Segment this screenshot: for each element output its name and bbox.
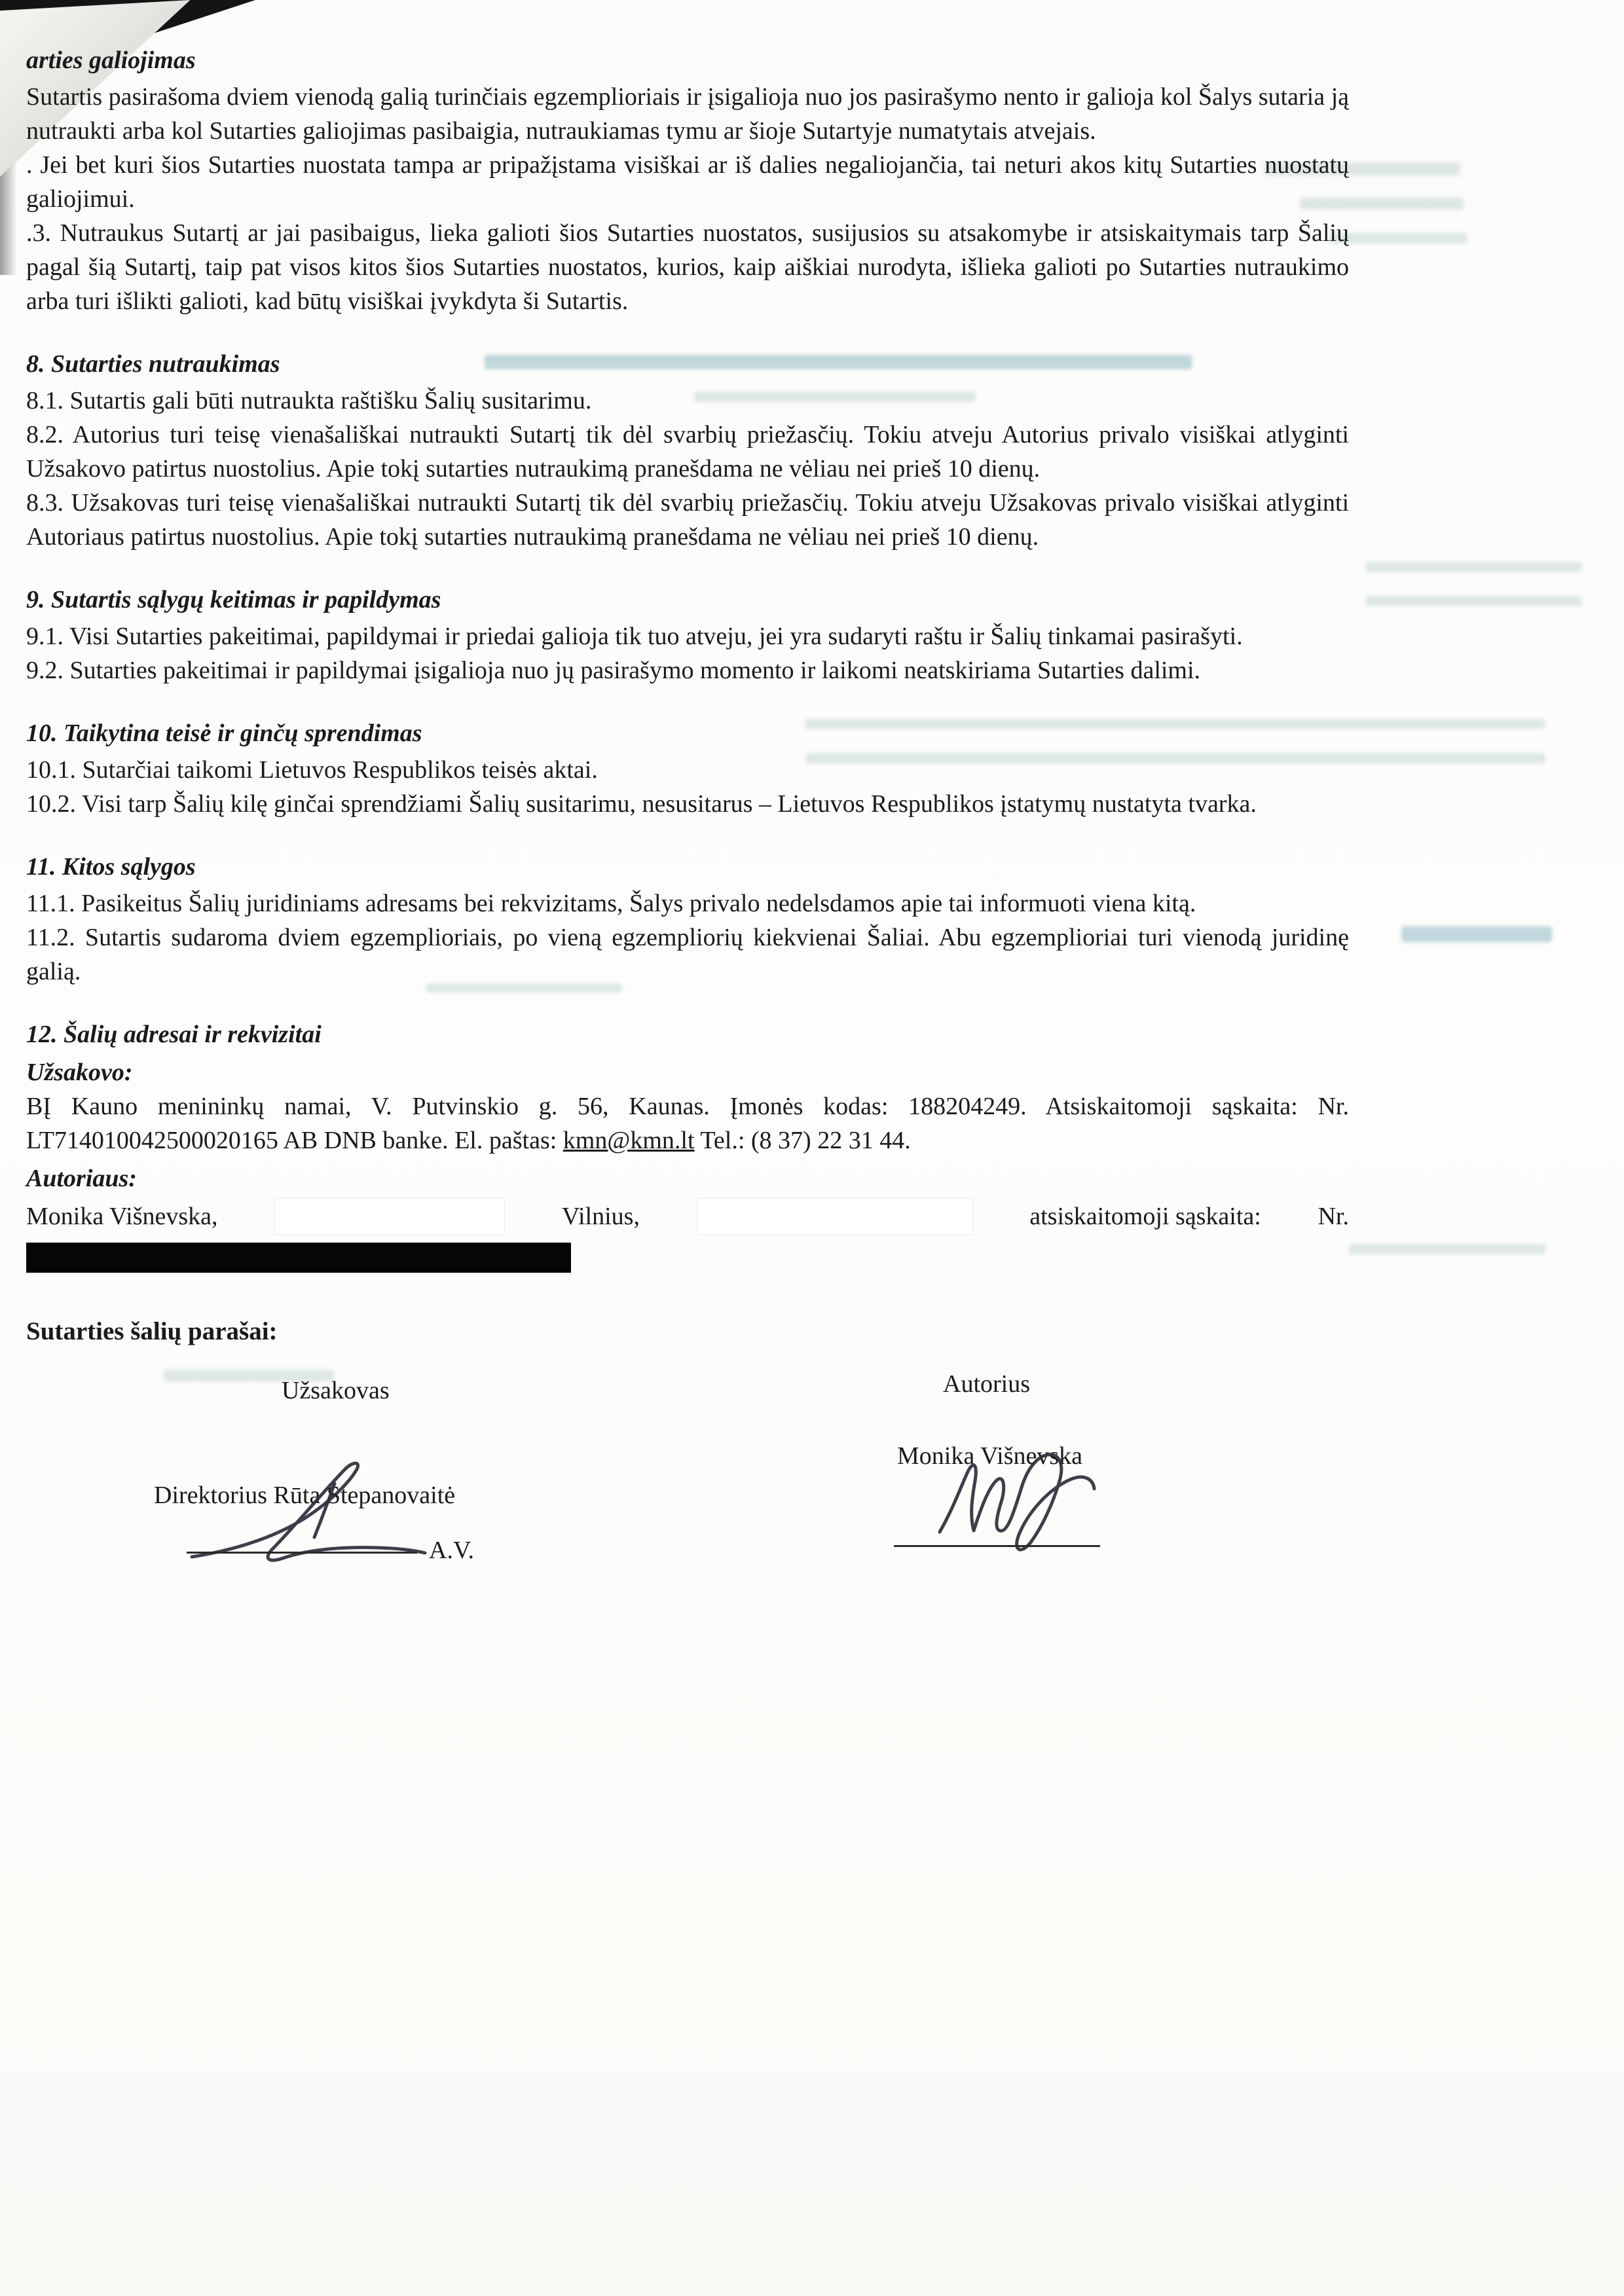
clause-paragraph: 9.1. Visi Sutarties pakeitimai, papildymai ir priedai galioja tik tuo atveju, jei yra sudaryti raštu ir Šalių tinkamai pasirašyti.: [26, 623, 1243, 650]
right-role-label: Autorius: [943, 1370, 1030, 1398]
contract-section: [26, 716, 1349, 821]
author-city-text: Vilnius,: [561, 1203, 640, 1230]
contract-section: [26, 347, 1349, 554]
contract-section: [26, 850, 1349, 989]
signatures-heading: Sutarties šalių parašai:: [26, 1317, 278, 1345]
author-name-text: Monika Višnevska,: [26, 1203, 218, 1230]
clause-paragraph: 11.2. Sutartis sudaroma dviem egzemplioriais, po vieną egzempliorių kiekvienai Šaliai. Abu egzemplioriai turi vienodą juridinę galią.: [26, 924, 1349, 985]
uzsakovo-requisites-text: BĮ Kauno menininkų namai, V. Putvinskio g. 56, Kaunas. Įmonės kodas: 188204249. Atsiskaitomoji sąskaita: Nr. LT714010042500020165 AB DNB banke. El. paštas:: [26, 1093, 1349, 1154]
contract-section: [26, 583, 1349, 687]
section-heading: 12. Šalių adresai ir rekvizitai: [26, 1021, 322, 1048]
section-heading: 9. Sutartis sąlygų keitimas ir papildymas: [26, 586, 441, 613]
left-role-label: Užsakovas: [282, 1377, 390, 1404]
redaction-white-box: [697, 1198, 973, 1235]
autoriaus-label: Autoriaus:: [26, 1165, 137, 1192]
clause-paragraph: 8.3. Užsakovas turi teisę vienašališkai nutraukti Sutartį tik dėl svarbių priežasčių. Tokiu atveju Užsakovas privalo visiškai atlyginti Autoriaus patirtus nuostolius. Apie tokį sutarties nutraukimą pranešdama ne vėliau nei prieš 10 dienų.: [26, 489, 1349, 551]
redaction-white-box: [274, 1198, 505, 1235]
redaction-black-bar: [26, 1243, 571, 1273]
section-heading: arties galiojimas: [26, 46, 196, 74]
clause-paragraph: 8.2. Autorius turi teisę vienašališkai nutraukti Sutartį tik dėl svarbių priežasčių. Tokiu atveju Autorius privalo visiškai atlyginti Užsakovo patirtus nuostolius. Apie tokį sutarties nutraukimą pranešdama ne vėliau nei prieš 10 dienų.: [26, 421, 1349, 483]
author-requisites-line: [26, 1198, 1349, 1235]
section-heading: 11. Kitos sąlygos: [26, 853, 196, 881]
author-account-label: atsiskaitomoji sąskaita:: [1029, 1203, 1261, 1230]
right-signature-line: [894, 1545, 1100, 1547]
author-account-nr: Nr.: [1318, 1203, 1349, 1230]
section-heading: 10. Taikytina teisė ir ginčų sprendimas: [26, 720, 422, 747]
section-heading: 8. Sutarties nutraukimas: [26, 350, 280, 378]
uzsakovo-label: Užsakovo:: [26, 1059, 133, 1086]
clause-paragraph: Sutartis pasirašoma dviem vienodą galią turinčiais egzemplioriais ir įsigalioja nuo jos pasirašymo nento ir galioja kol Šalys sutaria ją nutraukti arba kol Sutarties galiojimas pasibaigia, nutraukiamas tymu ar šioje Sutartyje numatytais atvejais.: [26, 83, 1349, 145]
stamp-label: A.V.: [429, 1537, 474, 1564]
uzsakovo-requisites: [26, 1089, 1349, 1157]
right-signer-name: Monika Višnevska: [897, 1442, 1083, 1470]
clause-paragraph: .3. Nutraukus Sutartį ar jai pasibaigus, lieka galioti šios Sutarties nuostatos, susijusios su atsakomybe ir atsiskaitymais tarp Šalių pagal šią Sutartį, taip pat visos kitos šios Sutarties nuostatos, kurios, kaip aiškiai nurodyta, išlieka galioti po Sutarties nutraukimo arba turi išlikti galioti, kad būtų visiškai įvykdyta ši Sutartis.: [26, 219, 1349, 315]
email-link: kmn@kmn.lt: [563, 1127, 695, 1154]
contract-section-requisites: [26, 1017, 1349, 1273]
clause-paragraph: 9.2. Sutarties pakeitimai ir papildymai įsigalioja nuo jų pasirašymo momento ir laikomi neatskiriama Sutarties dalimi.: [26, 657, 1201, 684]
contract-section: [26, 43, 1349, 318]
clause-paragraph: 8.1. Sutartis gali būti nutraukta raštišku Šalių susitarimu.: [26, 387, 592, 414]
clause-paragraph: 11.1. Pasikeitus Šalių juridiniams adresams bei rekvizitams, Šalys privalo nedelsdamos apie tai informuoti viena kitą.: [26, 890, 1196, 917]
clause-paragraph: 10.1. Sutarčiai taikomi Lietuvos Respublikos teisės aktai.: [26, 756, 598, 784]
left-signature-line: [187, 1552, 417, 1554]
signature-autorius-ink: [920, 1427, 1130, 1558]
clause-paragraph: 10.2. Visi tarp Šalių kilę ginčai sprendžiami Šalių susitarimu, nesusitarus – Lietuvos Respublikos įstatymų nustatyta tvarka.: [26, 790, 1257, 818]
clause-paragraph: . Jei bet kuri šios Sutarties nuostata tampa ar pripažįstama visiškai ar iš dalies negaliojančia, tai neturi akos kitų Sutarties nuostatų galiojimui.: [26, 151, 1349, 213]
clauses-container: [26, 43, 1349, 989]
signatures-area: [26, 1355, 1349, 1722]
uzsakovo-phone-text: Tel.: (8 37) 22 31 44.: [694, 1127, 911, 1154]
left-signer-name: Direktorius Rūta Stepanovaitė: [154, 1482, 456, 1509]
